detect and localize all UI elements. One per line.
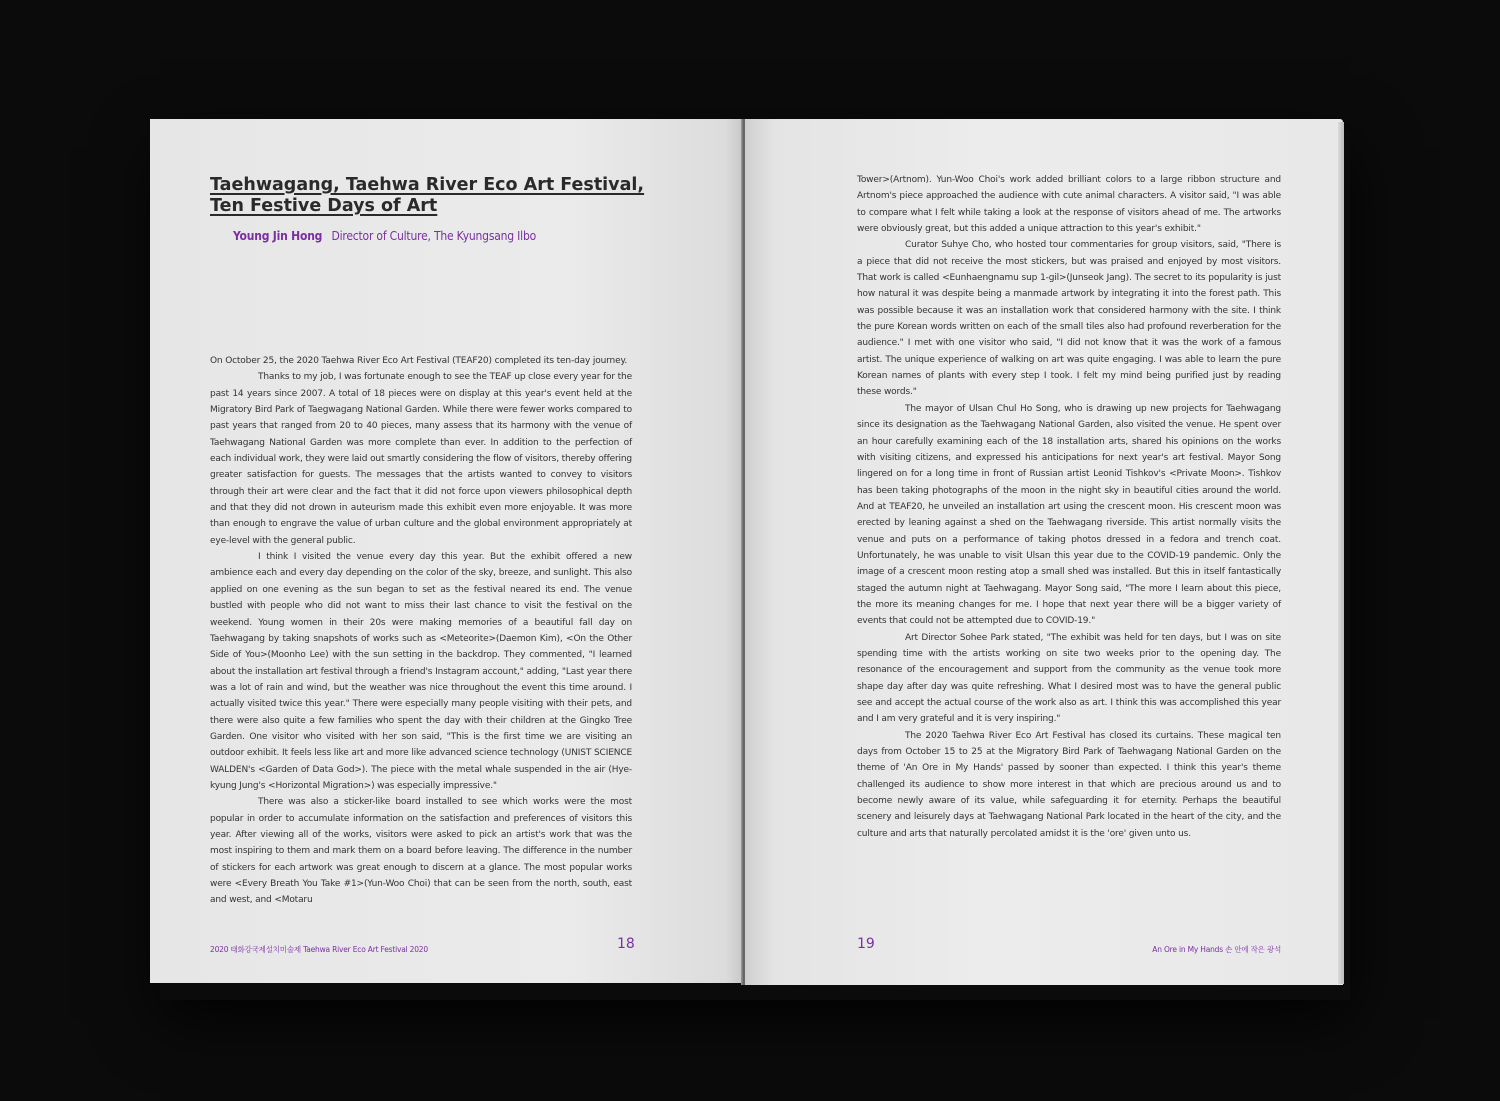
paragraph: I think I visited the venue every day this year. But the exhibit offered a new ambience each and every day depending on the color of the sky, breeze, and sunlight. This also applied on one evening as the sun began to set as the festival neared its end. The venue bustled with people who did not want to miss their last chance to visit the festival on the weekend. Young women in their 20s were making memories of a beautiful fall day on Taehwagang by taking snapshots of works such as <Meteorite>(Daemon Kim), <On the Other Side of You>(Moonho Lee) with the sun setting in the backdrop. They commented, "I learned about the installation art festival through a friend's Instagram account," adding, "Last year there was a lot of rain and wind, but the weather was nice throughout the event this time around. I actually visited twice this year." There were especially many people visiting with their pets, and there were also quite a few families who spent the day with their children at the Gingko Tree Garden. One visitor who visited with her son said, "This is the first time we are visiting an outdoor exhibit. It feels less like art and more like advanced science technology (UNIST SCIENCE WALDEN's <Garden of Data God>). The piece with the metal whale suspended in the air (Hye-kyung Jung's <Horizontal Migration>) was especially impressive."	[210, 552, 632, 791]
paragraph: Tower>(Artnom). Yun-Woo Choi's work added brilliant colors to a large ribbon structure and Artnom's piece approached the audience with cute animal characters. A visitor said, "I was able to compare what I felt while taking a look at the response of visitors ahead of me. The artworks were obviously great, but this added a unique attraction to this year's exhibit."	[857, 175, 1281, 235]
author-role: Director of Culture, The Kyungsang Ilbo	[331, 229, 537, 243]
page-edge	[1338, 122, 1344, 984]
paragraph: Thanks to my job, I was fortunate enough to see the TEAF up close every year for the past 14 years since 2007. A total of 18 pieces were on display at this year's event held at the Migratory Bird Park of Taegwagang National Garden. While there were fewer works compared to past years that ranged from 20 to 40 pieces, many assess that its harmony with the venue of Taehwagang National Garden was more complete than ever. In addition to the perfection of each individual work, they were laid out smartly considering the flow of visitors, thereby offering greater satisfaction for guests. The messages that the artists wanted to convey to visitors through their art were clear and the fact that it did not force upon viewers philosophical depth and that they did not drown in auteurism made this exhibit even more enjoyable. It was more than enough to engrave the value of urban culture and the global environment appropriately at eye-level with the general public.	[210, 372, 632, 546]
paragraph: Art Director Sohee Park stated, "The exhibit was held for ten days, but I was on site spending time with the artists working on site two weeks prior to the opening day. The resonance of the encouragement and support from the community as the venue took more shape day after day was quite refreshing. What I desired most was to have the general public see and accept the actual course of the work also as art. I think this was accomplished this year and I am very grateful and it is very inspiring."	[857, 632, 1281, 725]
page-number-right: 19	[857, 936, 875, 952]
article-title	[210, 175, 645, 217]
running-footer-right: An Ore in My Hands 손 안에 작은 광석	[1152, 945, 1281, 954]
author-name: Young Jin Hong	[233, 229, 323, 243]
byline	[233, 229, 536, 243]
left-body-text	[210, 353, 632, 909]
paragraph: Curator Suhye Cho, who hosted tour commentaries for group visitors, said, "There is a piece that did not receive the most stickers, but was praised and enjoyed by most visitors. That work is called <Eunhaengnamu sup 1-gil>(Junseok Jang). The secret to its popularity is just how natural it was despite being a manmade artwork by integrating it into the forest path. This was possible because it was an installation work that considered harmony with the site. I think the pure Korean words written on each of the small tiles also had profound reverberation for the audience." I met with one visitor who said, "I did not know that it was the work of a famous artist. The unique experience of walking on art was quite engaging. I was able to learn the pure Korean names of plants with every step I took. I felt my mind being purified just by reading these words."	[857, 240, 1281, 398]
title-line-1: Taehwagang, Taehwa River Eco Art Festival,	[210, 175, 645, 195]
paragraph: There was also a sticker-like board installed to see which works were the most popular in order to accumulate information on the satisfaction and preferences of visitors this year. After viewing all of the works, visitors were asked to pick an artist's work that was the most inspiring to them and mark them on a board before leaving. The difference in the number of stickers for each artwork was great enough to discern at a glance. The most popular works were <Every Breath You Take #1>(Yun-Woo Choi) that can be seen from the north, south, east and west, and <Motaru	[210, 797, 632, 906]
title-line-2: Ten Festive Days of Art	[210, 196, 438, 216]
left-page	[150, 119, 743, 983]
paragraph: The 2020 Taehwa River Eco Art Festival has closed its curtains. These magical ten days from October 15 to 25 at the Migratory Bird Park of Taehwagang National Garden on the theme of 'An Ore in My Hands' passed by sooner than expected. I think this year's theme challenged its audience to show more interest in that which are precious around us and to become newly aware of its value, while safeguarding it for eternity. Perhaps the beautiful scenery and leisurely days at Taehwagang National Park located in the heart of the city, and the culture and arts that naturally percolated amidst it is the 'ore' given unto us.	[857, 730, 1281, 839]
right-body-text	[857, 172, 1281, 842]
right-page	[745, 119, 1343, 985]
paragraph: On October 25, the 2020 Taehwa River Eco Art Festival (TEAF20) completed its ten-day journey.	[210, 356, 628, 366]
page-number-left: 18	[617, 936, 635, 952]
running-footer-left: 2020 태화강국제설치미술제 Taehwa River Eco Art Festival 2020	[210, 945, 428, 954]
paragraph: The mayor of Ulsan Chul Ho Song, who is drawing up new projects for Taehwagang since its designation as the Taehwagang National Garden, also visited the venue. He spent over an hour carefully examining each of the 18 installation arts, shared his opinions on the works with visiting citizens, and expressed his anticipations for next year's art festival. Mayor Song lingered on for a long time in front of Russian artist Leonid Tishkov's <Private Moon>. Tishkov has been taking photographs of the moon in the night sky in beautiful cities around the world. And at TEAF20, he unveiled an installation art using the crescent moon. His crescent moon was erected by leaning against a shed on the Taehwagang riverside. This artist normally visits the venue and puts on a performance of taking photos dressed in a fedora and trench coat. Unfortunately, he was unable to visit Ulsan this year due to the COVID-19 pandemic. Only the image of a crescent moon resting atop a small shed was installed. But this in itself fantastically staged the autumn night at Taehwagang. Mayor Song said, "The more I learn about this piece, the more its meaning changes for me. I hope that next year there will be a bigger variety of events that could not be attempted due to COVID-19."	[857, 403, 1281, 627]
